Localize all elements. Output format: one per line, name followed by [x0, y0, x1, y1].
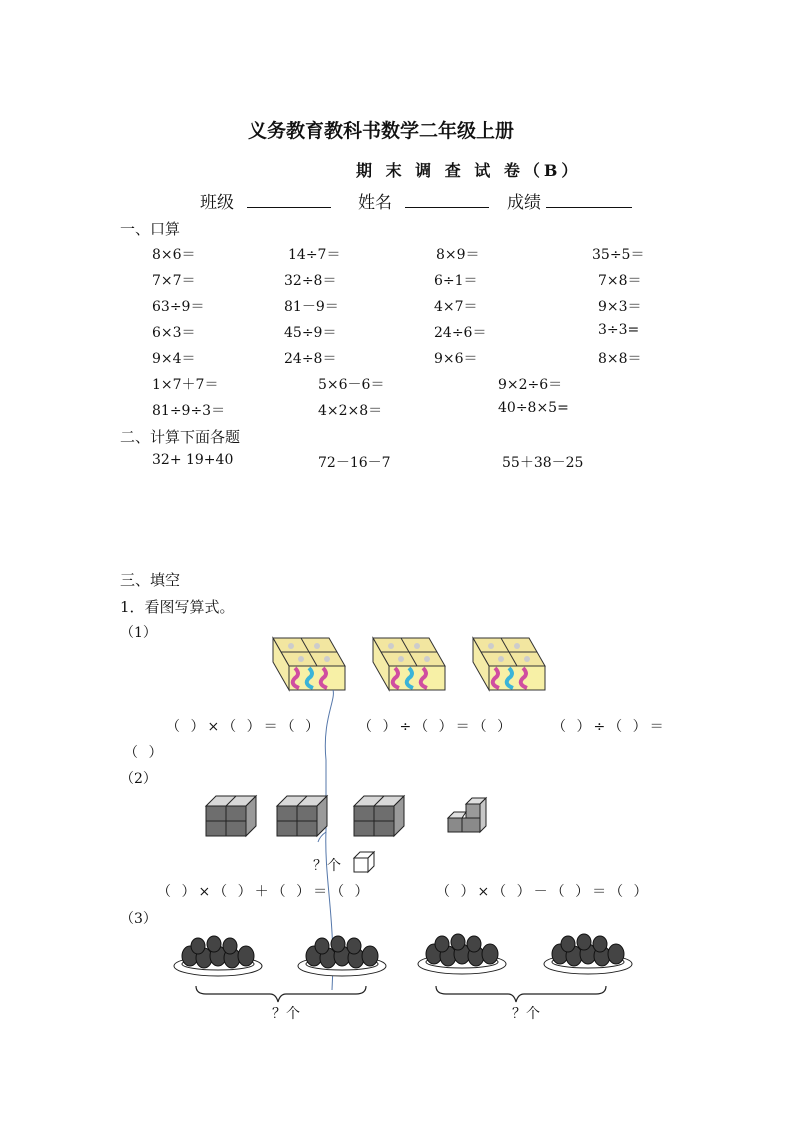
class-label: 班级	[200, 193, 234, 213]
strawberry-plate-icon	[418, 934, 506, 974]
cake-box-icon	[473, 638, 545, 690]
calc-item: 72－16－7	[318, 455, 391, 471]
section2-title: 二、计算下面各题	[120, 428, 241, 446]
part2-question: ？个	[313, 858, 341, 874]
oral-item: 14÷7＝	[288, 247, 341, 263]
oral-item: 35÷5＝	[592, 247, 645, 263]
score-label: 成绩	[507, 193, 541, 213]
oral-item: 8×6＝	[152, 247, 196, 263]
oral-item: 7×7＝	[152, 273, 196, 289]
oral-item: 40÷8×5=	[498, 400, 569, 416]
strawberry-plate-icon	[174, 936, 262, 976]
page-title: 义务教育教科书数学二年级上册	[248, 120, 515, 142]
cube-block-icon	[354, 796, 404, 836]
strawberry-plate-icon	[544, 934, 632, 974]
strawberry-plate-icon	[298, 936, 386, 976]
oral-item: 8×8＝	[598, 351, 642, 367]
unit-cube-icon	[354, 852, 374, 872]
score-blank[interactable]	[546, 191, 632, 208]
oral-item: 6×3＝	[152, 325, 196, 341]
oral-item: 1×7＋7＝	[152, 377, 219, 393]
oral-item: 24÷8＝	[284, 351, 337, 367]
oral-item: 5×6－6＝	[318, 377, 385, 393]
cake-box-icon	[273, 638, 345, 690]
cube-block-icon	[277, 796, 327, 836]
expression-blank[interactable]: （ ）÷（ ）＝（ ）	[358, 719, 515, 735]
oral-item: 9×4＝	[152, 351, 196, 367]
part3-question: ？个	[512, 1006, 540, 1022]
expression-blank[interactable]: （ ）×（ ）＝（ ）	[166, 719, 323, 735]
brace-left	[196, 986, 366, 1002]
expression-blank[interactable]: （ ）	[124, 745, 166, 761]
connector-line	[325, 690, 333, 990]
small-cubes-icon	[448, 798, 486, 832]
oral-item: 24÷6＝	[434, 325, 487, 341]
page-subtitle: 期 末 调 查 试 卷（B）	[356, 161, 582, 180]
part2-label: （2）	[120, 771, 157, 787]
oral-item: 7×8＝	[598, 273, 642, 289]
oral-item: 9×2÷6＝	[498, 377, 563, 393]
connector-hook	[318, 832, 326, 842]
name-field	[358, 188, 489, 213]
oral-item: 4×7＝	[434, 299, 478, 315]
name-blank[interactable]	[405, 191, 489, 208]
oral-item: 32÷8＝	[284, 273, 337, 289]
class-blank[interactable]	[247, 191, 331, 208]
expression-blank[interactable]: （ ）×（ ）－（ ）＝（ ）	[436, 884, 651, 900]
part3-label: （3）	[120, 911, 157, 927]
oral-item: 9×3＝	[598, 299, 642, 315]
calc-item: 32+ 19+40	[152, 452, 234, 468]
section1-title: 一、口算	[120, 220, 181, 238]
part3-question: ？个	[272, 1006, 300, 1022]
oral-item: 63÷9＝	[152, 299, 205, 315]
expression-blank[interactable]: （ ）÷（ ）＝	[552, 719, 667, 735]
class-field	[200, 188, 331, 213]
calc-item: 55＋38－25	[502, 455, 584, 471]
oral-item: 3÷3=	[598, 322, 640, 338]
oral-item: 6÷1＝	[434, 273, 478, 289]
oral-item: 45÷9＝	[284, 325, 337, 341]
part1-label: （1）	[120, 625, 157, 641]
cube-block-icon	[206, 796, 256, 836]
brace-right	[436, 986, 606, 1002]
oral-item: 81÷9÷3＝	[152, 403, 226, 419]
oral-item: 8×9＝	[436, 247, 480, 263]
cake-box-icon	[373, 638, 445, 690]
score-field	[507, 188, 632, 213]
name-label: 姓名	[358, 193, 392, 213]
oral-item: 9×6＝	[434, 351, 478, 367]
oral-item: 81－9＝	[284, 299, 339, 315]
question1-title: 1．看图写算式。	[120, 598, 235, 616]
oral-item: 4×2×8＝	[318, 403, 383, 419]
section3-title: 三、填空	[120, 571, 181, 589]
expression-blank[interactable]: （ ）×（ ）＋（ ）＝（ ）	[157, 884, 372, 900]
